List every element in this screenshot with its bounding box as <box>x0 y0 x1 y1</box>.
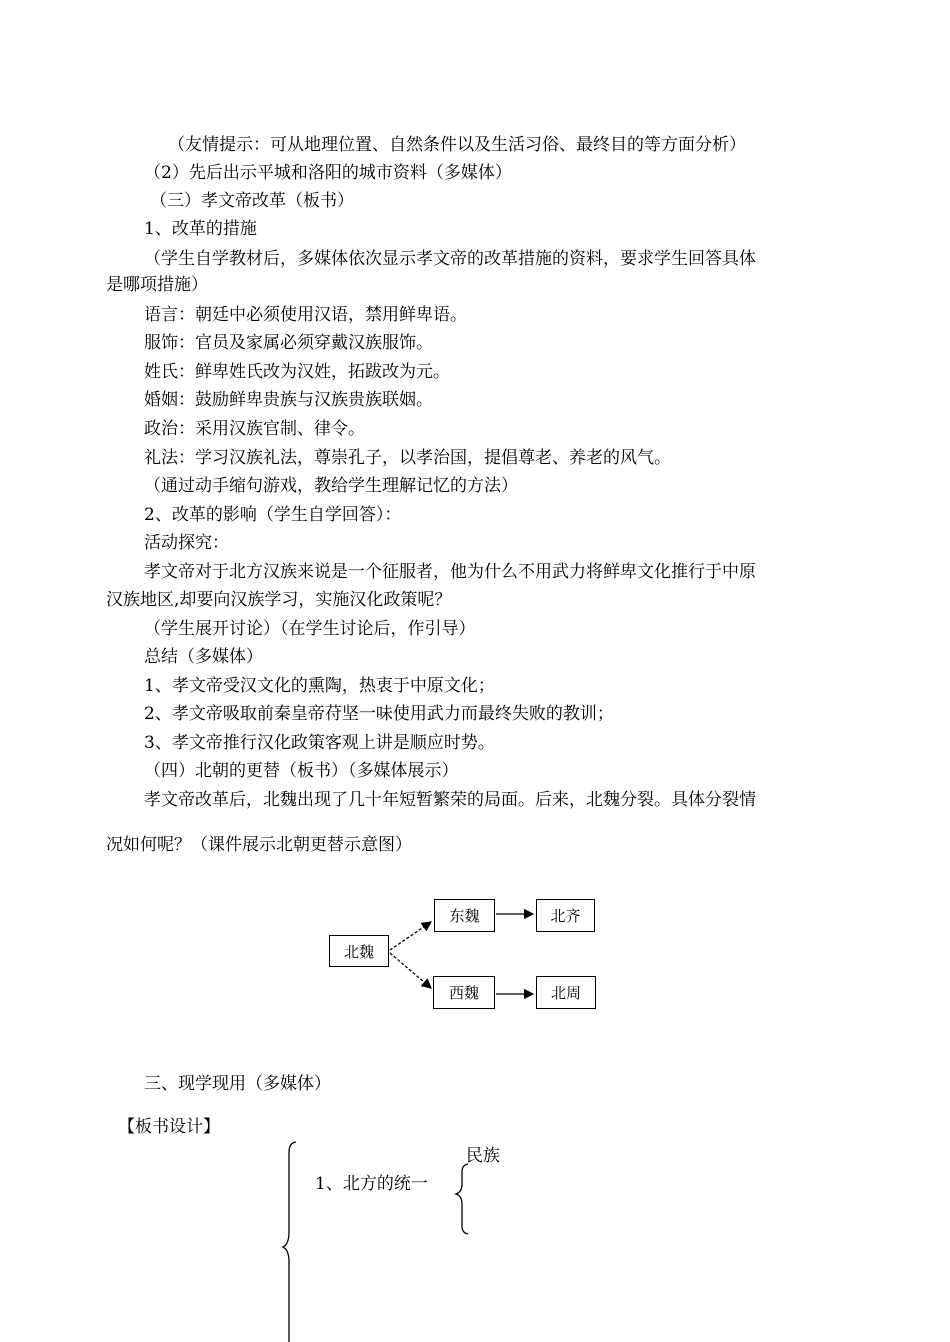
north-qi-box: 北齐 <box>536 899 595 932</box>
paragraph: 政治：采用汉族官制、律令。 <box>144 419 365 439</box>
paragraph: 语言：朝廷中必须使用汉语，禁用鲜卑语。 <box>144 305 467 325</box>
paragraph: 汉族地区,却要向汉族学习，实施汉化政策呢？ <box>106 590 452 610</box>
paragraph: 总结（多媒体） <box>144 647 263 667</box>
large-brace <box>283 1142 296 1342</box>
paragraph: （学生自学教材后，多媒体依次显示孝文帝的改革措施的资料，要求学生回答具体 <box>144 249 756 269</box>
paragraph: 三、现学现用（多媒体） <box>144 1074 331 1094</box>
board-sub-nationality: 民族 <box>466 1146 500 1166</box>
west-wei-box: 西魏 <box>433 976 495 1009</box>
paragraph: （学生展开讨论）（在学生讨论后，作引导） <box>144 619 476 639</box>
paragraph: 婚姻：鼓励鲜卑贵族与汉族贵族联姻。 <box>144 390 433 410</box>
east-wei-box: 东魏 <box>434 899 495 932</box>
paragraph: 1、孝文帝受汉文化的熏陶，热衷于中原文化； <box>144 676 495 696</box>
paragraph: 2、改革的影响（学生自学回答）： <box>144 505 402 525</box>
paragraph: 姓氏：鲜卑姓氏改为汉姓，拓跋改为元。 <box>144 362 450 382</box>
paragraph: （四）北朝的更替（板书）（多媒体展示） <box>144 761 459 781</box>
small-brace <box>456 1164 468 1234</box>
north-zhou-box: 北周 <box>536 976 596 1009</box>
board-design-heading: 【板书设计】 <box>118 1117 220 1137</box>
paragraph: 1、改革的措施 <box>144 219 257 239</box>
paragraph: （通过动手缩句游戏，教给学生理解记忆的方法） <box>144 476 518 496</box>
north-wei-box: 北魏 <box>329 935 389 967</box>
paragraph: 3、孝文帝推行汉化政策客观上讲是顺应时势。 <box>144 733 495 753</box>
board-item-north-unification: 1、北方的统一 <box>315 1174 428 1194</box>
paragraph: 活动探究： <box>144 533 229 553</box>
paragraph: 是哪项措施） <box>106 275 208 295</box>
paragraph: 孝文帝改革后，北魏出现了几十年短暂繁荣的局面。后来，北魏分裂。具体分裂情 <box>144 790 756 810</box>
paragraph: 孝文帝对于北方汉族来说是一个征服者，他为什么不用武力将鲜卑文化推行于中原 <box>144 562 756 582</box>
paragraph: 况如何呢？（课件展示北朝更替示意图） <box>106 835 412 855</box>
paragraph: 2、孝文帝吸取前秦皇帝苻坚一味使用武力而最终失败的教训； <box>144 704 614 724</box>
paragraph: （友情提示：可从地理位置、自然条件以及生活习俗、最终目的等方面分析） <box>168 135 746 155</box>
paragraph: （2）先后出示平城和洛阳的城市资料（多媒体） <box>144 163 512 183</box>
paragraph: 服饰：官员及家属必须穿戴汉族服饰。 <box>144 333 433 353</box>
paragraph: （三）孝文帝改革（板书） <box>150 191 354 211</box>
paragraph: 礼法：学习汉族礼法，尊崇孔子，以孝治国，提倡尊老、养老的风气。 <box>144 448 671 468</box>
